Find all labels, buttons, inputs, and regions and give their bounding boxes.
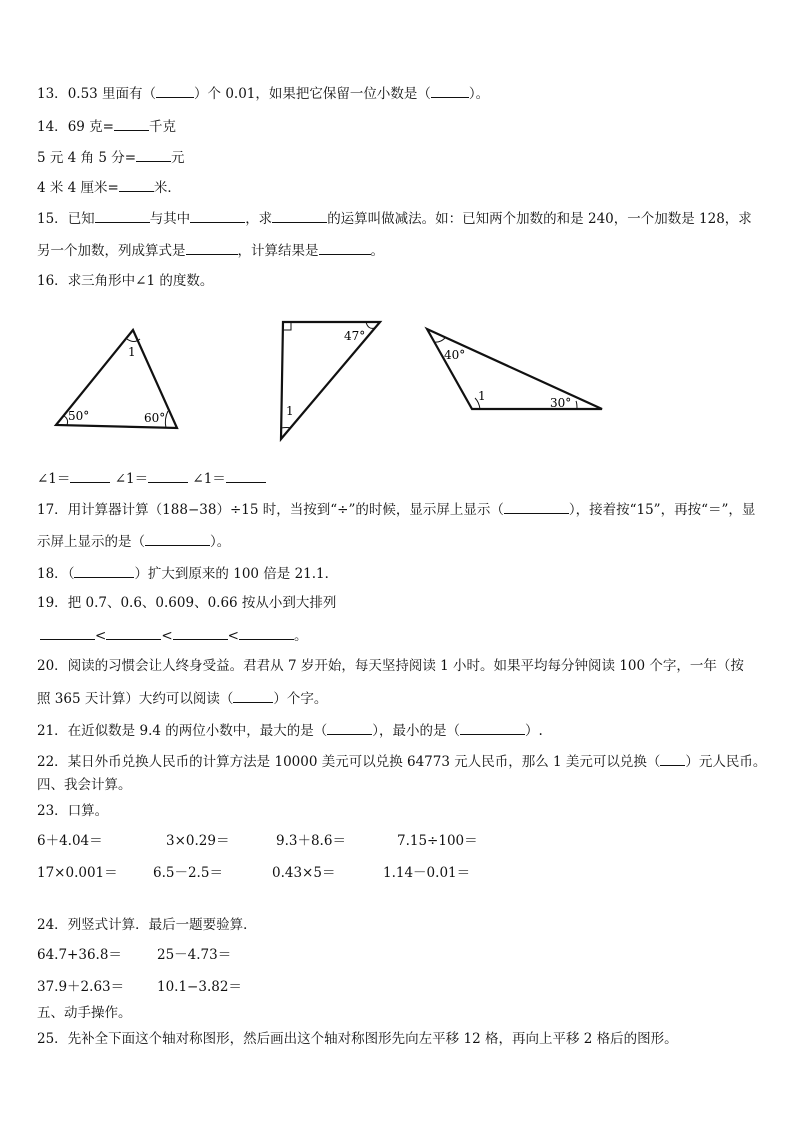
question-23: 23．口算。 (37, 803, 109, 819)
answer-blank[interactable] (119, 177, 154, 192)
triangle-3-angle-left: 40° (444, 348, 466, 362)
oral-calc-item: 0.43×5＝ (272, 865, 336, 881)
answer-blank[interactable] (190, 208, 245, 223)
oral-calc-item: 3×0.29＝ (166, 833, 230, 849)
answer-blank[interactable] (40, 625, 95, 640)
triangle-2-angle-bottom: 1 (286, 404, 294, 418)
answer-blank[interactable] (239, 625, 294, 640)
question-22: 22．某日外币兑换人民币的计算方法是 10000 美元可以兑换 64773 元人民币，那么 1 美元可以兑换（ ）元人民币。 (37, 751, 766, 771)
vertical-calc-item: 37.9＋2.63＝ (37, 979, 125, 995)
question-16: 16．求三角形中∠1 的度数。 (37, 273, 214, 289)
answer-blank[interactable] (74, 563, 134, 578)
section-4-heading: 四、我会计算。 (37, 777, 132, 793)
section-5-heading: 五、动手操作。 (37, 1005, 132, 1021)
triangle-1-angle-left: 50° (68, 409, 90, 423)
answer-blank[interactable] (319, 240, 371, 255)
question-14-line-2: 5 元 4 角 5 分= 元 (37, 147, 185, 167)
answer-blank[interactable] (660, 751, 685, 766)
answer-blank[interactable] (431, 83, 469, 98)
triangle-1-figure (50, 322, 185, 434)
answer-blank[interactable] (114, 116, 149, 131)
answer-blank[interactable] (106, 625, 161, 640)
answer-blank[interactable] (95, 208, 150, 223)
question-18: 18．（ ）扩大到原来的 100 倍是 21.1． (37, 563, 338, 583)
answer-blank[interactable] (145, 531, 210, 546)
answer-blank[interactable] (272, 208, 327, 223)
answer-blank[interactable] (186, 240, 238, 255)
vertical-calc-item: 10.1−3.82＝ (157, 979, 242, 995)
oral-calc-item: 17×0.001＝ (37, 865, 118, 881)
question-17: 17．用计算器计算（188−38）÷15 时，当按到“÷”的时候，显示屏上显示（ ），接着按“15”，再按“＝”，显 (37, 499, 755, 519)
answer-blank[interactable] (156, 83, 194, 98)
question-13: 13．0.53 里面有（ ）个 0.01，如果把它保留一位小数是（ ）。 (37, 83, 489, 103)
vertical-calc-item: 64.7+36.8＝ (37, 947, 122, 963)
question-25: 25．先补全下面这个轴对称图形，然后画出这个轴对称图形先向左平移 12 格，再向上平移 2 格后的图形。 (37, 1031, 678, 1047)
oral-calc-item: 6＋4.04＝ (37, 833, 103, 849)
question-14: 14．69 克= 千克 (37, 116, 176, 136)
question-20-line-2: 照 365 天计算）大约可以阅读（ ）个字。 (37, 688, 327, 708)
question-24: 24．列竖式计算．最后一题要验算． (37, 917, 257, 933)
vertical-calc-item: 25－4.73＝ (157, 947, 232, 963)
question-14-line-3: 4 米 4 厘米= 米． (37, 177, 181, 197)
triangle-2-figure (274, 316, 386, 444)
question-16-answers: ∠1＝ ∠1＝ ∠1＝ (37, 468, 266, 488)
answer-blank[interactable] (504, 499, 569, 514)
triangle-3-angle-mid: 1 (478, 389, 486, 403)
question-19-answer-row: < < < 。 (40, 625, 307, 645)
question-21: 21．在近似数是 9.4 的两位小数中，最大的是（ ），最小的是（ ）. (37, 720, 543, 740)
triangle-2-angle-top: 47° (344, 329, 366, 343)
oral-calc-item: 7.15÷100＝ (397, 833, 478, 849)
triangle-3-angle-right: 30° (550, 396, 572, 410)
answer-blank[interactable] (460, 720, 525, 735)
answer-blank[interactable] (173, 625, 228, 640)
question-15-line-2: 另一个加数，列成算式是 ，计算结果是 。 (37, 240, 384, 260)
triangle-1-angle-right: 60° (144, 411, 166, 425)
answer-blank[interactable] (226, 468, 266, 483)
oral-calc-item: 6.5－2.5＝ (153, 865, 223, 881)
answer-blank[interactable] (136, 147, 171, 162)
question-17-line-2: 示屏上显示的是（ ）。 (37, 531, 230, 551)
answer-blank[interactable] (70, 468, 110, 483)
answer-blank[interactable] (233, 688, 273, 703)
question-15: 15．已知 与其中 ，求 的运算叫做减法。如：已知两个加数的和是 240，一个加数是 128，求 (37, 208, 752, 228)
question-20: 20．阅读的习惯会让人终身受益。君君从 7 岁开始，每天坚持阅读 1 小时。如果平均每分钟阅读 100 个字，一年（按 (37, 658, 744, 674)
triangle-3-figure (422, 322, 608, 416)
answer-blank[interactable] (148, 468, 188, 483)
oral-calc-item: 9.3＋8.6＝ (276, 833, 346, 849)
answer-blank[interactable] (327, 720, 372, 735)
oral-calc-item: 1.14－0.01＝ (383, 865, 471, 881)
question-19: 19．把 0.7、0.6、0.609、0.66 按从小到大排列 (37, 595, 337, 611)
triangle-1-angle-top: 1 (128, 345, 136, 359)
